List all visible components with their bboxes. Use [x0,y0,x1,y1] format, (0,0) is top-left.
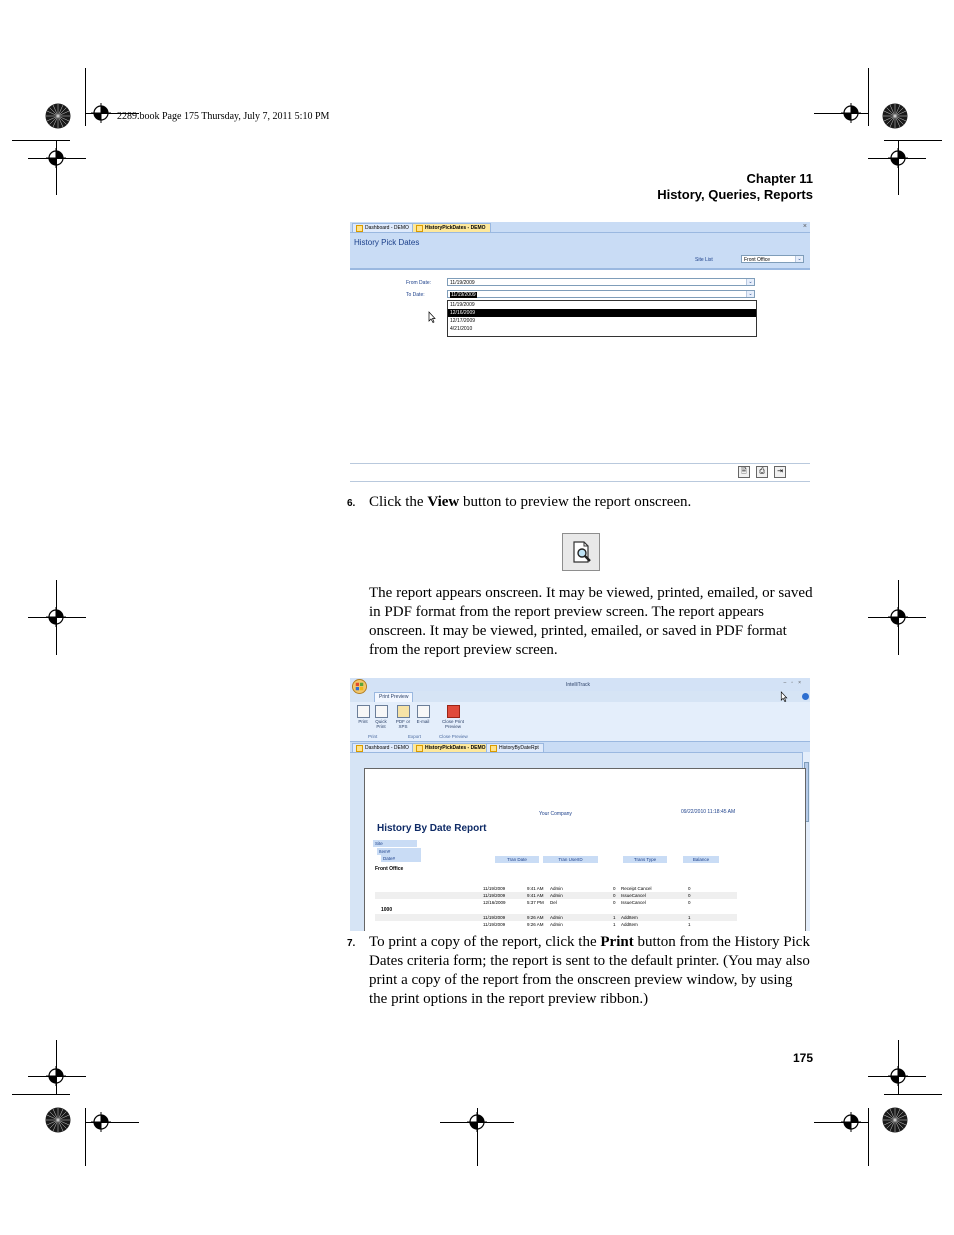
cell-balance: 1 [688,915,691,920]
step-6-text: Click the View button to preview the report onscreen. [369,494,692,510]
step-7-text: To print a copy of the report, click the Print button from the History Pick Dates criteria form; the report is sent to the default printer. (You may also print a copy of the report from the onscreen preview window, by using the print options in the report preview ribbon.) [369,934,810,1007]
cell-type: IssueCancel [621,900,646,905]
table-row [375,914,737,921]
company-name: Your Company [539,811,572,817]
to-date-label: To Date: [406,292,425,298]
app-title-bar [350,678,810,691]
cell-time: 9:41 AM [527,893,544,898]
registration-mark-icon [838,1109,864,1135]
dropdown-option[interactable]: 4/21/2010 [450,326,473,332]
column-balance: Balance [683,856,719,863]
cell-user: Admin [550,893,563,898]
cell-qty: 0 [613,893,616,898]
exit-icon: ⇥ [777,468,783,475]
cell-balance: 0 [688,900,691,905]
quick-print-icon [375,705,388,718]
close-icon[interactable]: × [802,223,807,230]
table-row [375,899,737,906]
group-label-export: Export [408,734,422,739]
email-button[interactable]: E-mail [415,705,431,724]
report-page [364,768,806,931]
report-title: History By Date Report [377,823,487,834]
dropdown-option[interactable]: 11/19/2009 [450,302,475,308]
group-label-print: Print [368,734,378,739]
group-label-close-preview: Close Preview [439,734,468,739]
table-row [375,921,737,928]
cell-balance: 0 [688,886,691,891]
cell-user: Del [550,900,557,905]
to-date-select[interactable]: 11/19/2009 ⌄ [447,290,755,298]
cell-time: 9:26 AM [527,922,544,927]
step-number: 6. [347,498,356,509]
table-row [375,885,737,892]
item-value: 1000 [381,907,393,913]
app-title: IntelliTrack [566,682,590,688]
quick-print-button[interactable]: Quick Print [372,705,390,729]
to-date-dropdown-list [447,300,757,337]
report-timestamp: 09/22/2010 11:18:45 AM [681,809,736,815]
registration-mark-icon [838,100,864,126]
page-number: 175 [793,1051,814,1065]
cell-user: Admin [550,922,563,927]
chapter-title: History, Queries, Reports [657,187,813,202]
registration-mark-icon [88,100,114,126]
mouse-cursor-icon [428,311,436,323]
cell-user: Admin [550,886,563,891]
form-icon [356,225,363,232]
report-icon [490,745,497,752]
cell-type: IssueCancel [621,893,646,898]
registration-mark-icon [43,604,69,630]
pdf-icon [397,705,410,718]
table-row [375,892,737,899]
view-report-icon: 🗎 [741,468,747,475]
registration-mark-icon [43,145,69,171]
registration-mark-icon [885,604,911,630]
close-icon [447,705,460,718]
printer-icon [357,705,370,718]
tab-dashboard[interactable]: Dashboard - DEMO [352,223,414,232]
site-list-label: Site List [695,257,713,263]
site-list-select[interactable]: Front Office ⌄ [741,255,804,263]
history-pick-dates-screenshot [350,222,810,482]
close-print-preview-button[interactable]: Close Print Preview [439,705,467,729]
dropdown-option[interactable]: 12/17/2009 [450,318,476,324]
registration-mark-icon [885,145,911,171]
step-number: 7. [347,938,356,949]
tab-dashboard[interactable]: Dashboard - DEMO [352,743,414,752]
cell-qty: 1 [613,915,616,920]
registration-mark-icon [43,1063,69,1089]
form-icon [416,225,423,232]
starburst-mark-icon [45,103,71,129]
cell-date: 11/19/2009 [483,886,506,891]
cell-qty: 0 [613,900,616,905]
cell-type: AddItem [621,915,638,920]
form-icon [356,745,363,752]
cell-type: AddItem [621,922,638,927]
from-date-label: From Date: [406,280,432,286]
office-button-icon[interactable] [352,679,367,694]
view-button[interactable] [738,466,750,478]
view-button-illustration [562,533,600,571]
form-header [350,233,810,270]
column-trans-type: Trans Type [623,856,667,863]
cell-date: 12/16/2009 [483,900,506,905]
divider [350,463,810,464]
cell-type: Receipt Cancel [621,886,652,891]
form-title: History Pick Dates [354,238,420,247]
document-tab-bar [350,742,810,753]
starburst-mark-icon [882,103,908,129]
cell-time: 5:37 PM [527,900,544,905]
tab-history-pick-dates[interactable]: HistoryPickDates - DEMO [412,223,491,232]
tab-history-by-date-rpt[interactable]: HistoryByDateRpt [486,743,544,752]
report-description: The report appears onscreen. It may be viewed, printed, emailed, or saved in PDF format from the report preview screen. The report appears onscreen. It may be viewed, printed, emailed, or saved in PDF format from the report preview screen. [369,585,813,658]
window-controls[interactable]: –▫× [783,680,806,686]
pdf-xps-button[interactable]: PDF or XPS [395,705,411,729]
cell-balance: 1 [688,922,691,927]
cell-qty: 0 [613,886,616,891]
running-header [657,171,813,203]
ribbon [350,702,810,742]
print-button[interactable] [756,466,768,478]
cell-date: 11/19/2009 [483,893,506,898]
column-tran-userid: Tran UserID [543,856,598,863]
help-icon[interactable] [802,693,809,700]
starburst-mark-icon [882,1107,908,1133]
envelope-icon [417,705,430,718]
document-tab-bar [350,222,810,233]
tab-print-preview[interactable]: Print Preview [374,692,413,702]
group-header-item: Item# [377,848,421,855]
printer-icon: ⎙ [759,468,765,475]
form-icon [416,745,423,752]
exit-button[interactable] [774,466,786,478]
site-value: Front Office [375,866,404,872]
print-ribbon-button[interactable]: Print [354,705,372,724]
chapter-number: Chapter 11 [746,171,813,186]
chevron-down-icon[interactable]: ⌄ [746,279,754,285]
from-date-select[interactable]: 11/19/2009 ⌄ [447,278,755,286]
column-tran-date: Tran Date [495,856,539,863]
starburst-mark-icon [45,1107,71,1133]
view-report-icon [570,540,594,564]
cell-time: 9:26 AM [527,915,544,920]
registration-mark-icon [885,1063,911,1089]
dropdown-option[interactable]: 12/16/2009 [448,309,756,317]
print-preview-screenshot [350,678,810,931]
cell-date: 11/19/2009 [483,915,506,920]
group-header-site: Site [373,840,417,847]
chevron-down-icon[interactable]: ⌄ [795,256,803,262]
group-header-date: Date# [381,855,421,862]
cell-balance: 0 [688,893,691,898]
tab-history-pick-dates[interactable]: HistoryPickDates - DEMO [412,743,491,752]
registration-mark-icon [464,1109,490,1135]
cell-qty: 1 [613,922,616,927]
chevron-down-icon[interactable]: ⌄ [746,291,754,297]
cell-date: 11/19/2009 [483,922,506,927]
divider [350,481,810,482]
mouse-cursor-icon [780,691,788,702]
registration-mark-icon [88,1109,114,1135]
print-slug: 2289.book Page 175 Thursday, July 7, 2011 5:10 PM [117,111,330,122]
cell-time: 9:41 AM [527,886,544,891]
cell-user: Admin [550,915,563,920]
